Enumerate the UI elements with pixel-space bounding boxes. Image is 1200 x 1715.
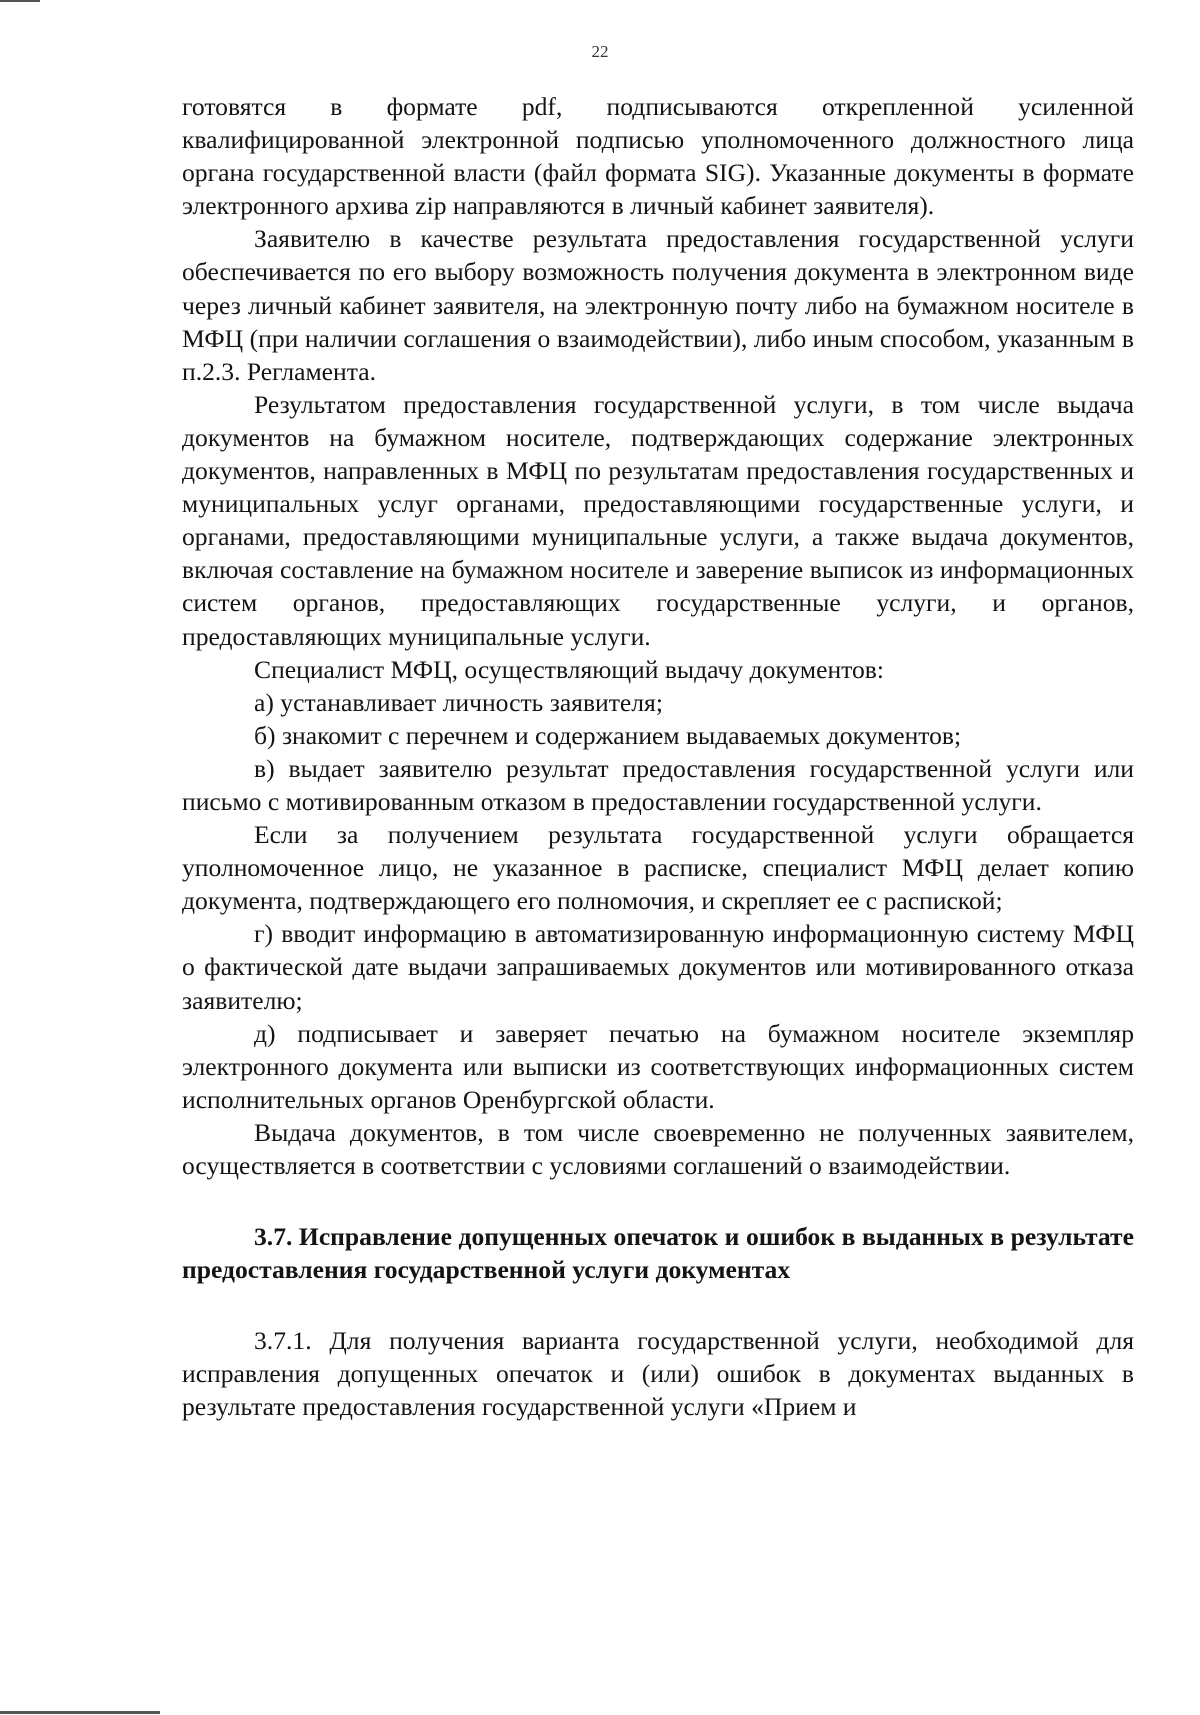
list-item-d: д) подписывает и заверяет печатью на бумажном носителе экземпляр электронного документа или выписки из соответствующих информационных систем исполнительных органов Оренбургской области.	[182, 1018, 1134, 1114]
paragraph-result-definition: Результатом предоставления государственной услуги, в том числе выдача документов на бумажном носителе, подтверждающих содержание электронных документов, направленных в МФЦ по результатам предоставления государственных и муниципальных услуг органами, предоставляющими государственные услуги, и органами, предоставляющими муниципальные услуги, а также выдача документов, включая составление на бумажном носителе и заверение выписок из информационных систем органов, предоставляющих государственные услуги, и органов, предоставляющих муниципальные услуги.	[182, 389, 1134, 651]
scan-edge-mark-bottom	[0, 1711, 160, 1714]
scan-edge-mark-top	[0, 0, 40, 2]
list-item-b: б) знакомит с перечнем и содержанием выдаваемых документов;	[254, 720, 962, 750]
list-item-a: а) устанавливает личность заявителя;	[254, 687, 663, 717]
list-item-v: в) выдает заявителю результат предоставления государственной услуги или письмо с мотивированным отказом в предоставлении государственной услуги.	[182, 753, 1134, 816]
paragraph-document-issuance: Выдача документов, в том числе своевременно не полученных заявителем, осуществляется в соответствии с условиями соглашений о взаимодействии.	[182, 1117, 1134, 1180]
paragraph-result-delivery: Заявителю в качестве результата предоставления государственной услуги обеспечивается по его выбору возможность получения документа в электронном виде через личный кабинет заявителя, на электронную почту либо на бумажном носителе в МФЦ (при наличии соглашения о взаимодействии), либо иным способом, указанным в п.2.3. Регламента.	[182, 224, 1134, 386]
list-item-g: г) вводит информацию в автоматизированную информационную систему МФЦ о фактической дате выдачи запрашиваемых документов или мотивированного отказа заявителю;	[182, 919, 1134, 1015]
paragraph-3-7-1: 3.7.1. Для получения варианта государственной услуги, необходимой для исправления допущенных опечаток и (или) ошибок в документах выданных в результате предоставления государственной услуги «Прием и	[182, 1326, 1134, 1422]
page-number: 22	[591, 42, 609, 61]
document-body	[182, 90, 1134, 1424]
section-heading: 3.7. Исправление допущенных опечаток и ошибок в выданных в результате предоставления государственной услуги документах	[182, 1222, 1134, 1285]
paragraph-authorized-person: Если за получением результата государственной услуги обращается уполномоченное лицо, не указанное в расписке, специалист МФЦ делает копию документа, подтверждающего его полномочия, и скрепляет ее с распиской;	[182, 820, 1134, 916]
paragraph-continuation: готовятся в формате pdf, подписываются открепленной усиленной квалифицированной электронной подписью уполномоченного должностного лица органа государственной власти (файл формата SIG). Указанные документы в формате электронного архива zip направляются в личный кабинет заявителя).	[182, 92, 1134, 221]
paragraph-mfc-specialist: Специалист МФЦ, осуществляющий выдачу документов:	[254, 654, 884, 684]
